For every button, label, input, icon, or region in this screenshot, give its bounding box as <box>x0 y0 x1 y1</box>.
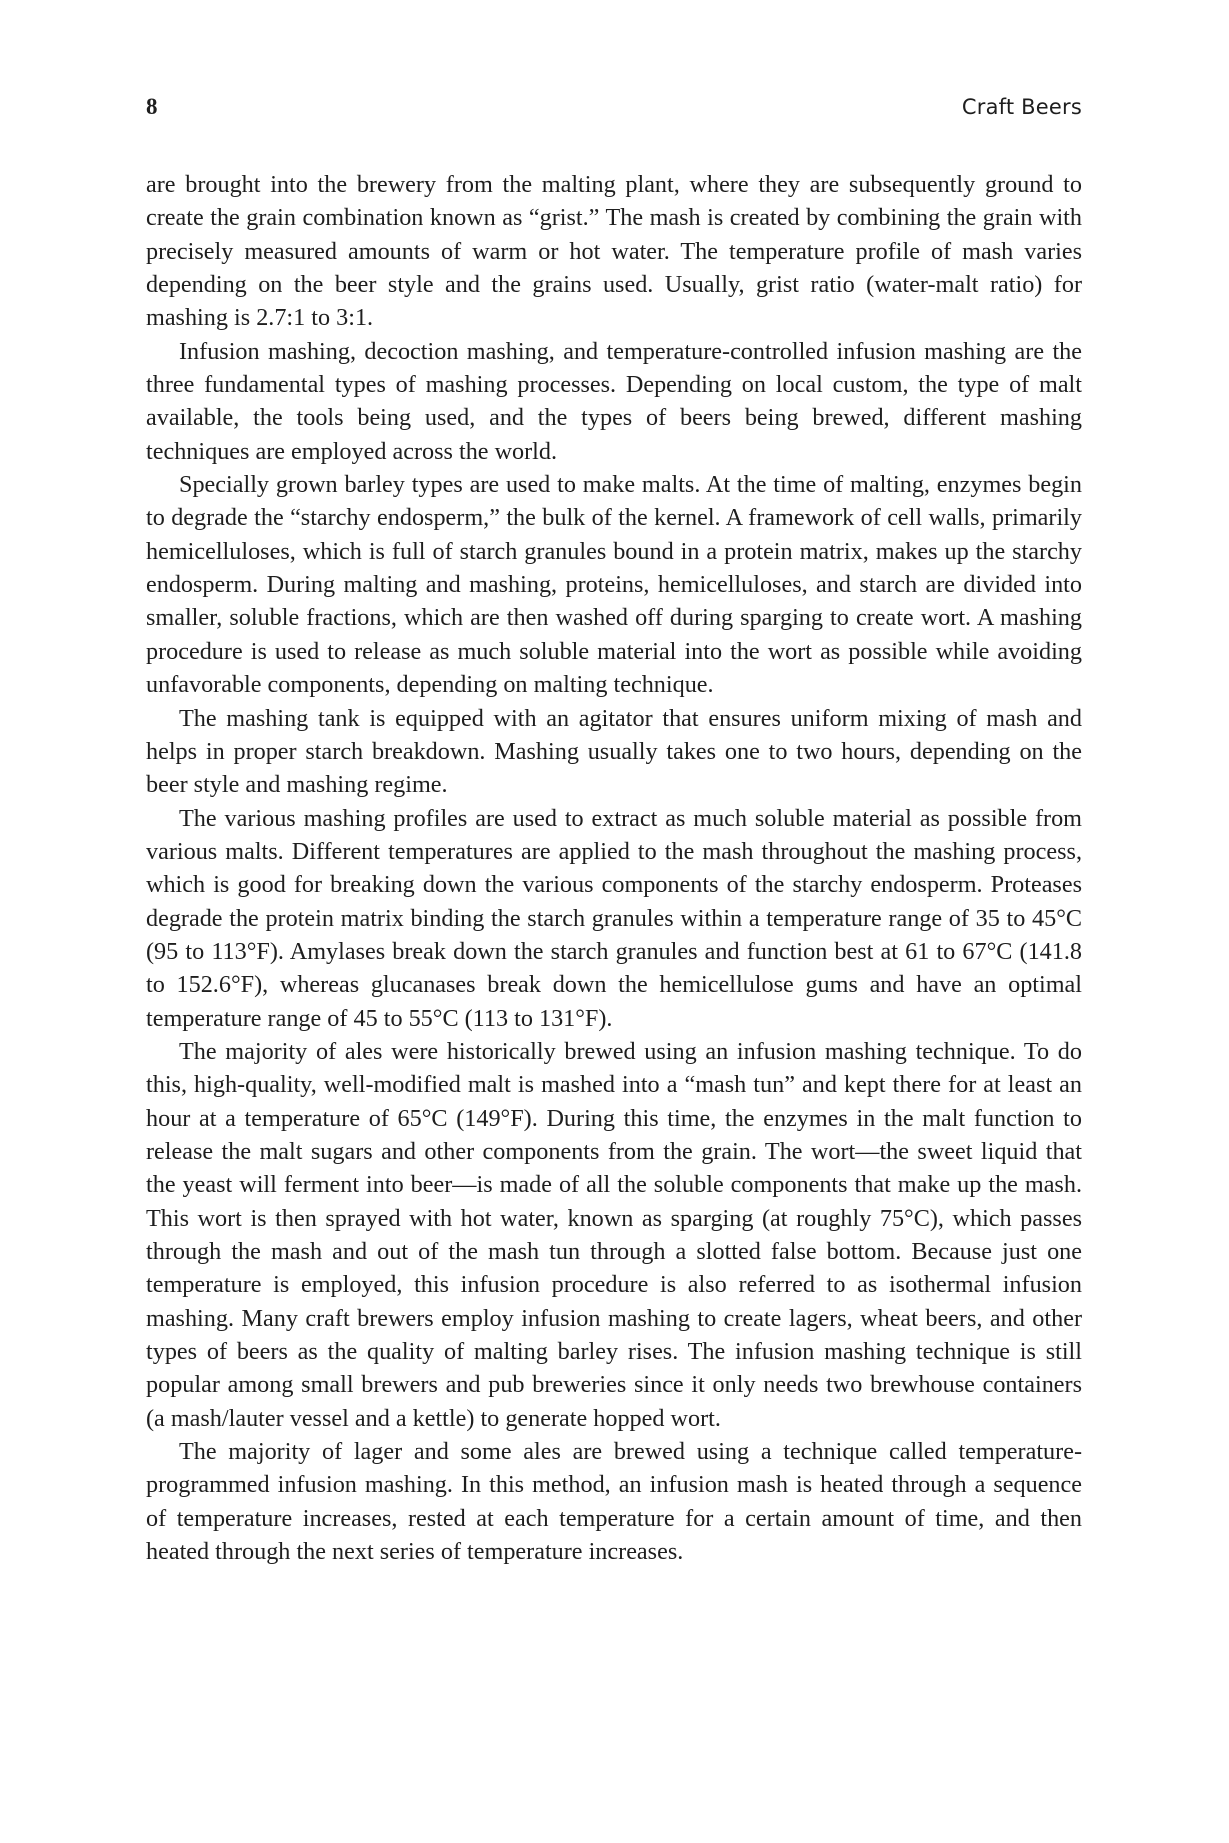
paragraph-4: The mashing tank is equipped with an agitator that ensures uniform mixing of mash and helps in proper starch breakdown. Mashing usually takes one to two hours, depending on the beer style and mashing regime. <box>146 704 1082 799</box>
paragraph-2: Infusion mashing, decoction mashing, and temperature-controlled infusion mashing are the three fundamental types of mashing processes. Depending on local custom, the type of malt available, the tools being used, and the types of beers being brewed, different mashing techniques are employed across the world. <box>146 337 1082 465</box>
paragraph-7: The majority of lager and some ales are brewed using a technique called temperature-programmed infusion mashing. In this method, an infusion mash is heated through a sequence of temperature increases, rested at each temperature for a certain amount of time, and then heated through the next series of temperature increases. <box>146 1438 1082 1566</box>
paragraph-5: The various mashing profiles are used to extract as much soluble material as possible from various malts. Different temperatures are applied to the mash throughout the mashing process, which is good for breaking down the various components of the starchy endosperm. Proteases degrade the protein matrix binding the starch granules within a temperature range of 35 to 45°C (95 to 113°F). Amylases break down the starch granules and function best at 61 to 67°C (141.8 to 152.6°F), whereas glucanases break down the hemicellulose gums and have an optimal temperature range of 45 to 55°C (113 to 131°F). <box>146 804 1082 1032</box>
paragraph-6: The majority of ales were historically brewed using an infusion mashing technique. To do this, high-quality, well-modified malt is mashed into a “mash tun” and kept there for at least an hour at a temperature of 65°C (149°F). During this time, the enzymes in the malt function to release the malt sugars and other components from the grain. The wort—the sweet liquid that the yeast will ferment into beer—is made of all the soluble components that make up the mash. This wort is then sprayed with hot water, known as sparging (at roughly 75°C), which passes through the mash and out of the mash tun through a slotted false bottom. Because just one temperature is employed, this infusion procedure is also referred to as isothermal infusion mashing. Many craft brewers employ infusion mashing to create lagers, wheat beers, and other types of beers as the quality of malting barley rises. The infusion mashing technique is still popular among small brewers and pub breweries since it only needs two brewhouse containers (a mash/lauter vessel and a kettle) to generate hopped wort. <box>146 1037 1082 1432</box>
body-text <box>146 168 1082 1568</box>
paragraph-1: are brought into the brewery from the malting plant, where they are subsequently ground to create the grain combination known as “grist.” The mash is created by combining the grain with precisely measured amounts of warm or hot water. The temperature profile of mash varies depending on the beer style and the grains used. Usually, grist ratio (water-malt ratio) for mashing is 2.7:1 to 3:1. <box>146 171 1082 332</box>
page-number: 8 <box>146 94 158 119</box>
book-title: Craft Beers <box>961 95 1082 119</box>
book-page <box>146 0 1082 1843</box>
paragraph-3: Specially grown barley types are used to make malts. At the time of malting, enzymes begin to degrade the “starchy endosperm,” the bulk of the kernel. A framework of cell walls, primarily hemicelluloses, which is full of starch granules bound in a protein matrix, makes up the starchy endosperm. During malting and mashing, proteins, hemicelluloses, and starch are divided into smaller, soluble fractions, which are then washed off during sparging to create wort. A mashing procedure is used to release as much soluble material into the wort as possible while avoiding unfavorable components, depending on malting technique. <box>146 471 1082 699</box>
running-head <box>146 92 1082 126</box>
